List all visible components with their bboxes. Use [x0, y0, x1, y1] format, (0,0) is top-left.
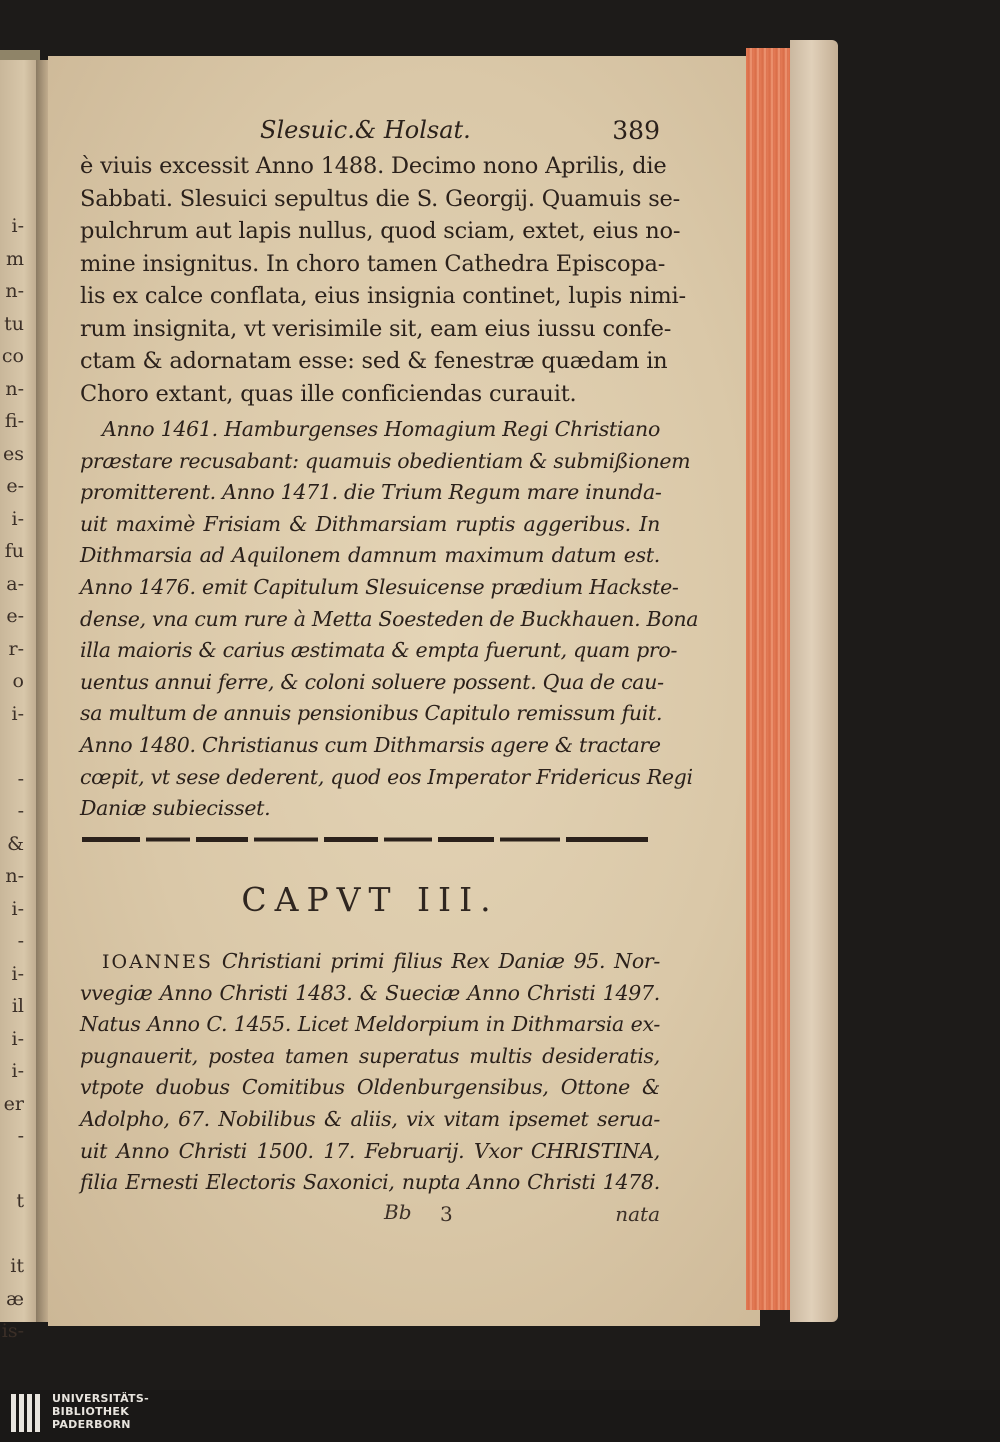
- text-line: Anno 1461. Hamburgenses Homagium Regi Christiano: [102, 417, 660, 441]
- text-line: uit maximè Frisiam & Dithmarsiam ruptis aggeribus. In: [80, 511, 660, 536]
- text-line: ctam & adornatam esse: sed & fenestræ quædam in: [80, 348, 668, 374]
- footer-bar: [0, 1390, 1000, 1442]
- text-line: filia Ernesti Electoris Saxonici, nupta Anno Christi 1478.: [80, 1170, 660, 1195]
- library-logo-icon: [10, 1390, 44, 1436]
- left-fragment: [0, 730, 24, 763]
- left-fragment: -: [17, 1125, 24, 1147]
- text-line: vtpote duobus Comitibus Oldenburgensibus, Ottone &: [80, 1075, 660, 1100]
- left-fragment: &: [7, 832, 24, 855]
- text-line: è viuis excessit Anno 1488. Decimo nono Aprilis, die: [80, 153, 667, 179]
- chapter-first-word: IOANNES: [102, 951, 213, 973]
- logo-line: BIBLIOTHEK: [52, 1405, 130, 1418]
- signature-number: 3: [440, 1202, 453, 1226]
- signature-mark: Bb: [384, 1200, 412, 1224]
- text-segment: Christiani primi filius Rex Daniæ 95. Nor-: [212, 949, 660, 973]
- ornamental-rule: [82, 836, 648, 844]
- text-line: Anno 1476. emit Capitulum Slesuicense prædium Hackste-: [80, 574, 679, 599]
- main-text-block: [80, 110, 699, 825]
- left-fragment: es: [3, 442, 24, 465]
- catchword: nata: [615, 1202, 660, 1226]
- text-line: uit Anno Christi 1500. 17. Februarij. Vxor CHRISTINA,: [80, 1138, 660, 1163]
- text-line: lis ex calce conflata, eius insignia continet, lupis nimi-: [80, 283, 686, 309]
- text-line: Anno 1480. Christianus cum Dithmarsis agere & tractare: [80, 732, 661, 757]
- left-fragment: e-: [6, 475, 24, 497]
- left-fragment: [0, 1153, 24, 1186]
- left-fragment: e-: [6, 605, 24, 627]
- paragraph-italic: [80, 414, 699, 825]
- left-fragment: æ: [6, 1287, 24, 1310]
- text-line: uentus annui ferre, & coloni soluere possent. Qua de cau-: [80, 669, 664, 694]
- chapter-text: [80, 946, 660, 1199]
- text-line: illa maioris & carius æstimata & empta fuerunt, quam pro-: [80, 638, 678, 663]
- page-number: 389: [612, 116, 660, 145]
- left-fragment: it: [10, 1255, 24, 1277]
- left-fragment: t: [16, 1190, 24, 1212]
- text-line: mine insignitus. In choro tamen Cathedra Episcopa-: [80, 250, 666, 277]
- text-line: cœpit, vt sese dederent, quod eos Imperator Fridericus Regi: [80, 764, 693, 789]
- left-fragment: er: [3, 1092, 24, 1115]
- chapter-first-line: [80, 946, 660, 978]
- left-fragment: i-: [11, 702, 24, 725]
- left-fragment: fu: [4, 540, 24, 562]
- text-line: Adolpho, 67. Nobilibus & aliis, vix vitam ipsemet serua-: [80, 1106, 660, 1131]
- chapter-heading: CAPVT III.: [241, 880, 499, 919]
- left-page-strip: [0, 60, 40, 1342]
- left-fragment: -: [17, 767, 24, 790]
- text-line: rum insignita, vt verisimile sit, eam eius iussu confe-: [80, 315, 672, 342]
- left-fragment: co: [1, 345, 24, 367]
- left-fragment: i-: [11, 897, 24, 920]
- left-fragment: [0, 1218, 24, 1251]
- library-logo-text: [52, 1392, 149, 1431]
- text-line: Dithmarsia ad Aquilonem damnum maximum datum est.: [80, 543, 660, 568]
- signature-line: [80, 1200, 660, 1234]
- left-fragment: -: [17, 800, 24, 822]
- left-fragment: r-: [8, 637, 24, 660]
- left-fragment: i-: [11, 215, 24, 237]
- book-cover-edge: [790, 40, 838, 1322]
- text-line: pulchrum aut lapis nullus, quod sciam, extet, eius no-: [80, 218, 681, 244]
- left-fragment: n-: [5, 377, 24, 400]
- left-fragment: il: [11, 995, 24, 1017]
- text-line: dense, vna cum rure à Metta Soesteden de Buckhauen. Bona: [80, 606, 699, 631]
- text-line: pugnauerit, postea tamen superatus multis desideratis,: [80, 1043, 660, 1068]
- left-fragment: -: [17, 930, 24, 952]
- text-line: vvegiæ Anno Christi 1483. & Sueciæ Anno Christi 1497.: [80, 980, 660, 1005]
- paragraph-roman: [80, 150, 686, 410]
- left-fragment: m: [5, 247, 24, 270]
- text-line: sa multum de annuis pensionibus Capitulo remissum fuit.: [80, 701, 663, 726]
- left-fragment: n-: [5, 280, 24, 302]
- left-fragment: o: [12, 670, 24, 692]
- text-line: Natus Anno C. 1455. Licet Meldorpium in Dithmarsia ex-: [80, 1012, 660, 1037]
- logo-line: UNIVERSITÄTS-: [52, 1392, 149, 1405]
- left-fragment: is-: [1, 1320, 24, 1342]
- logo-line: PADERBORN: [52, 1418, 131, 1431]
- left-fragment: i-: [11, 962, 24, 985]
- text-line: Daniæ subiecisset.: [80, 796, 271, 821]
- left-fragment: i-: [11, 1027, 24, 1050]
- left-fragment: i-: [11, 507, 24, 530]
- text-line: promitterent. Anno 1471. die Trium Regum mare inunda-: [80, 480, 662, 505]
- left-fragment: n-: [5, 865, 24, 887]
- text-line: Sabbati. Slesuici sepultus die S. Georgij. Quamuis se-: [80, 185, 681, 212]
- left-fragment: i-: [11, 1060, 24, 1082]
- left-fragment: tu: [4, 312, 24, 335]
- text-line: præstare recusabant: quamuis obedientiam & submißionem: [80, 448, 691, 473]
- left-fragment: fi-: [4, 410, 24, 432]
- left-page-fragments: [0, 210, 24, 1348]
- running-head: [80, 110, 660, 150]
- running-head-title: Slesuic.& Holsat.: [260, 116, 471, 144]
- text-line: Choro extant, quas ille conficiendas curauit.: [80, 380, 577, 407]
- left-fragment: a-: [6, 572, 24, 595]
